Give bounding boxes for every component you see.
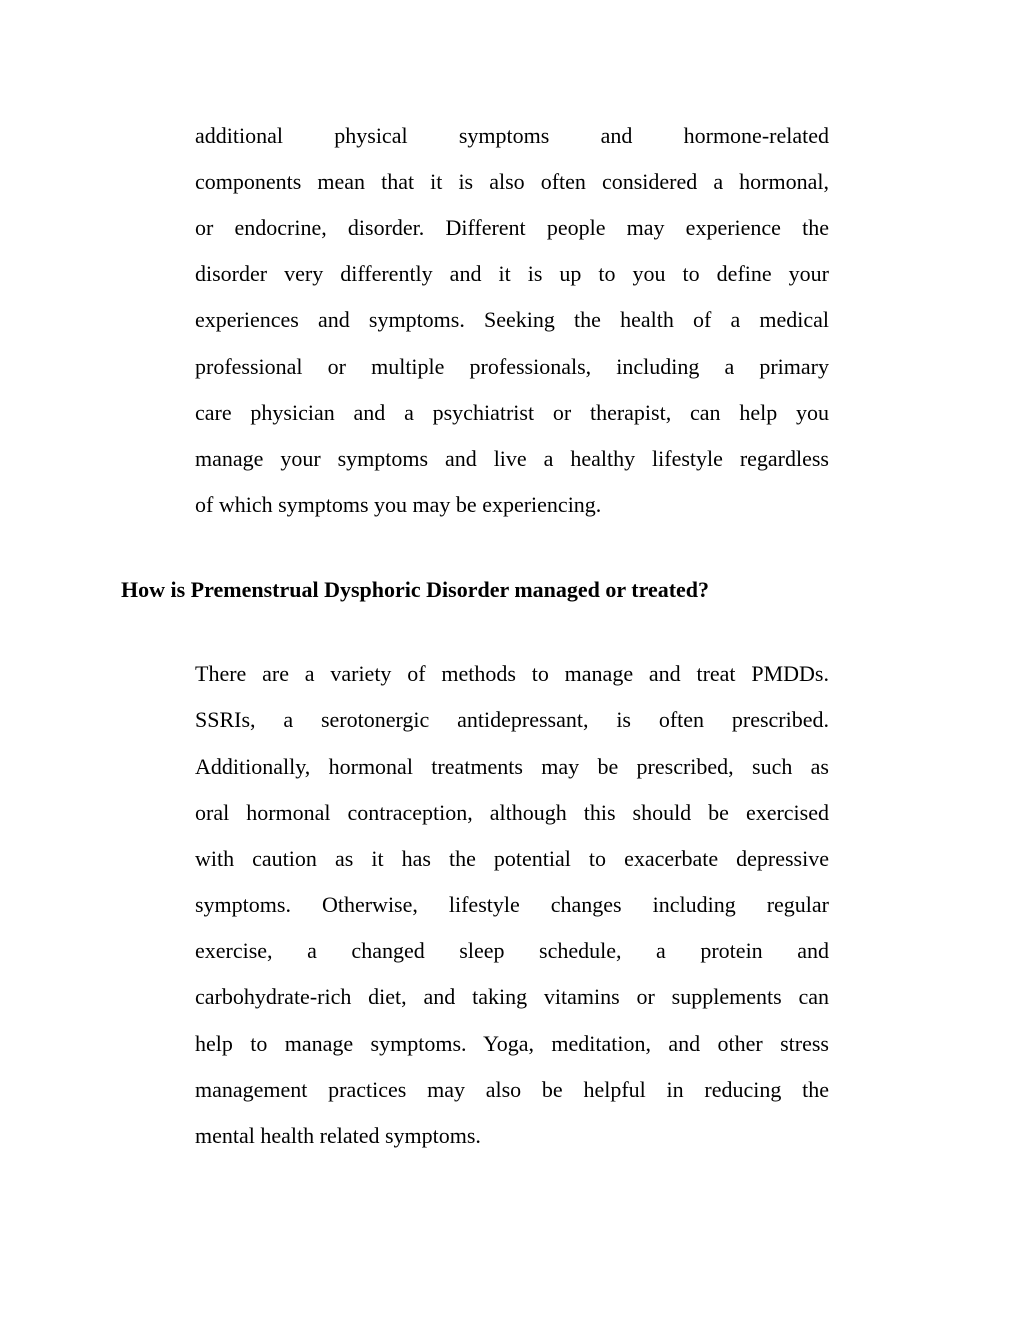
paragraph-line: Additionally, hormonal treatments may be prescribed, such as — [195, 754, 829, 779]
paragraph-line: There are a variety of methods to manage and treat PMDDs. — [195, 661, 829, 686]
paragraph-line: SSRIs, a serotonergic antidepressant, is often prescribed. — [195, 707, 829, 732]
section-heading: How is Premenstrual Dysphoric Disorder managed or treated? — [121, 577, 710, 602]
paragraph-line: help to manage symptoms. Yoga, meditation, and other stress — [195, 1031, 829, 1056]
paragraph-line: care physician and a psychiatrist or therapist, can help you — [195, 400, 829, 425]
paragraph-line: manage your symptoms and live a healthy lifestyle regardless — [195, 446, 829, 471]
paragraph-line: exercise, a changed sleep schedule, a protein and — [195, 938, 829, 963]
paragraph-line: additional physical symptoms and hormone-related — [195, 123, 829, 148]
paragraph-line: of which symptoms you may be experiencing. — [195, 492, 602, 517]
paragraph-line: components mean that it is also often considered a hormonal, — [195, 169, 829, 194]
paragraph-line: professional or multiple professionals, including a primary — [195, 354, 829, 379]
paragraph-line: symptoms. Otherwise, lifestyle changes including regular — [195, 892, 829, 917]
paragraph-line: mental health related symptoms. — [195, 1123, 481, 1148]
paragraph-line: disorder very differently and it is up to you to define your — [195, 261, 829, 286]
paragraph-line: carbohydrate-rich diet, and taking vitamins or supplements can — [195, 984, 829, 1009]
paragraph-line: with caution as it has the potential to exacerbate depressive — [195, 846, 829, 871]
paragraph-line: or endocrine, disorder. Different people may experience the — [195, 215, 829, 240]
paragraph-line: management practices may also be helpful in reducing the — [195, 1077, 829, 1102]
paragraph-line: experiences and symptoms. Seeking the health of a medical — [195, 307, 829, 332]
paragraph-line: oral hormonal contraception, although this should be exercised — [195, 800, 829, 825]
